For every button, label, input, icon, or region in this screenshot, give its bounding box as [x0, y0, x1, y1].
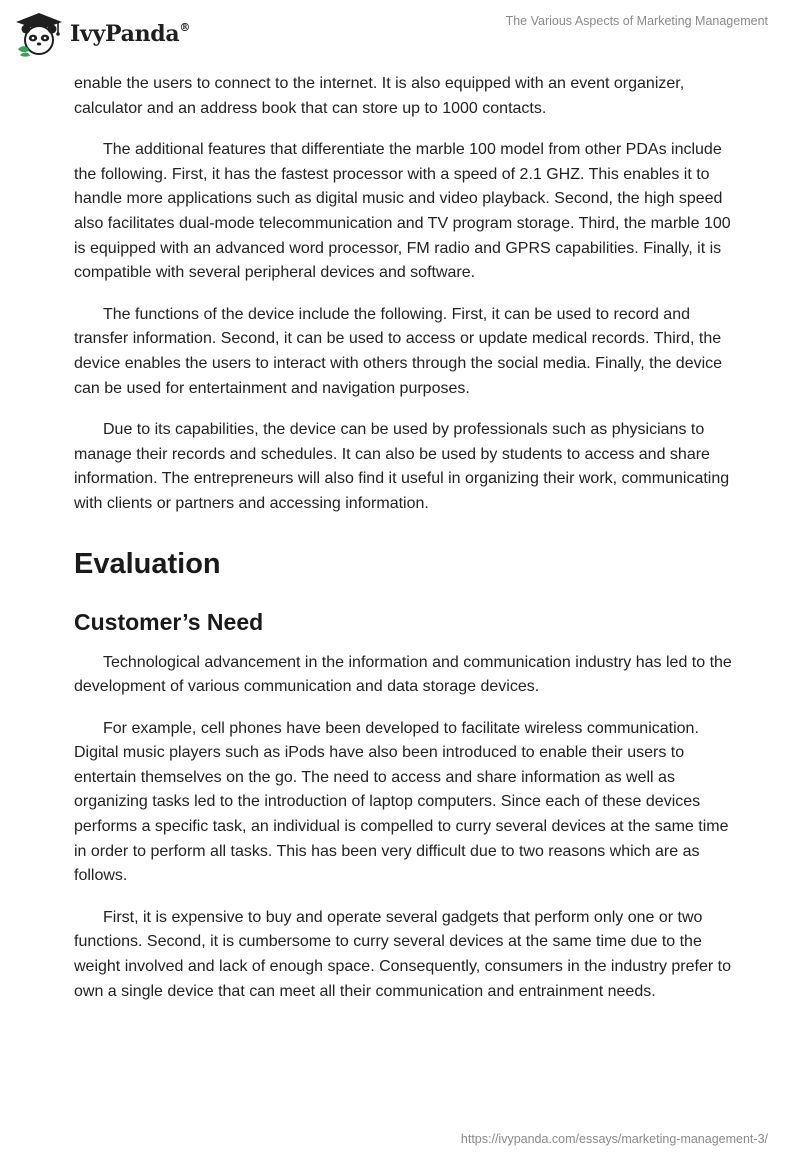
subsection-heading: Customer’s Need — [74, 608, 264, 635]
paragraph: First, it is expensive to buy and operate several gadgets that perform only one or two functions. Second, it is cumbersome to curry several devices at the same time due to the weight involved and lack of enough space. Consequently, consumers in the industry prefer to own a single device that can meet all their communication and entrainment needs. — [74, 908, 731, 1000]
section-heading: Evaluation — [74, 547, 221, 580]
paragraph: enable the users to connect to the internet. It is also equipped with an event organizer, calculator and an address book that can store up to 1000 contacts. — [74, 75, 685, 117]
essay-body — [74, 72, 734, 1021]
paragraph: For example, cell phones have been developed to facilitate wireless communication. Digital music players such as iPods have also been introduced to enable their users to entertain themselves on the go. The need to access and share information as well as organizing tasks led to the introduction of laptop computers. Since each of these devices performs a specific task, an individual is compelled to curry several devices at the same time in order to perform all tasks. This has been very difficult due to two reasons which are as follows. — [74, 719, 729, 885]
paragraph: The additional features that differentiate the marble 100 model from other PDAs include the following. First, it has the fastest processor with a speed of 2.1 GHZ. This enables it to handle more applications such as digital music and video playback. Second, the high speed also facilitates dual-mode telecommunication and TV program storage. Third, the marble 100 is equipped with an advanced word processor, FM radio and GPRS capabilities. Finally, it is compatible with several peripheral devices and software. — [74, 141, 731, 282]
logo-wordmark: IvyPanda® — [70, 20, 191, 47]
paragraph: Technological advancement in the information and communication industry has led to the development of various communication and data storage devices. — [74, 653, 732, 696]
ivypanda-logo[interactable] — [14, 9, 190, 59]
panda-graduate-icon — [14, 11, 64, 57]
page-header — [0, 0, 800, 70]
paragraph: The functions of the device include the following. First, it can be used to record and transfer information. Second, it can be used to access or update medical records. Third, the device enables the users to interact with others through the social media. Finally, the device can be used for entertainment and navigation purposes. — [74, 305, 723, 397]
paragraph: Due to its capabilities, the device can be used by professionals such as physicians to manage their records and schedules. It can also be used by students to access and share information. The entrepreneurs will also find it useful in organizing their work, communicating with clients or partners and accessing information. — [74, 421, 730, 512]
document-title: The Various Aspects of Marketing Management — [505, 14, 768, 28]
registered-mark: ® — [179, 20, 191, 34]
source-url-link[interactable]: https://ivypanda.com/essays/marketing-management-3/ — [460, 1132, 768, 1146]
